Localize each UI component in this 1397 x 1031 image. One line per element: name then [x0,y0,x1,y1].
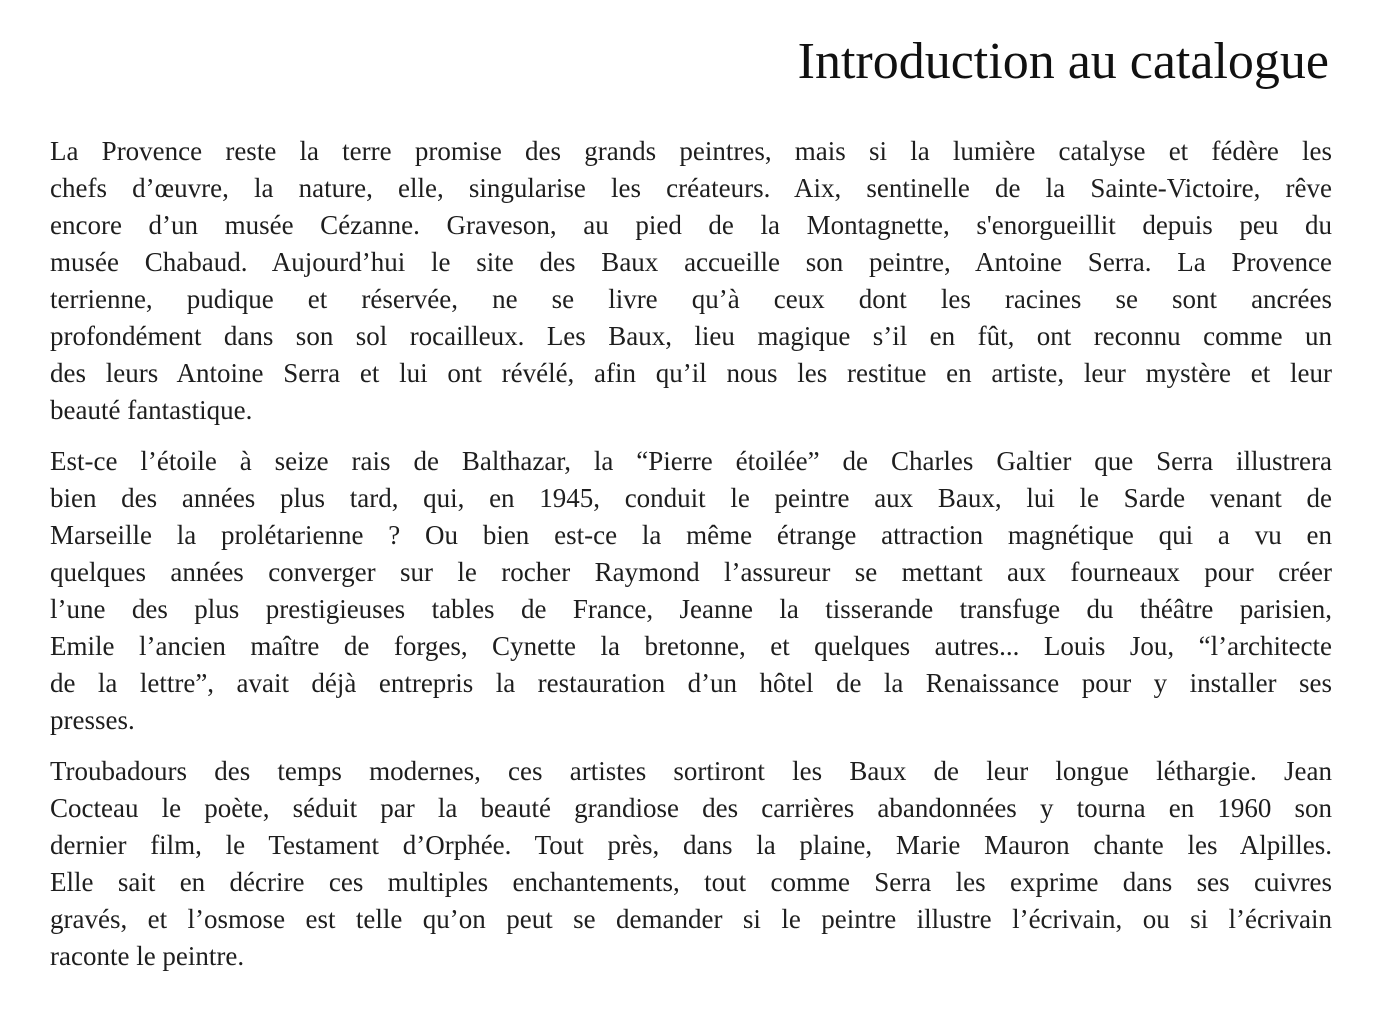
paragraph-3 [50,753,1332,975]
page-title: Introduction au catalogue [797,33,1329,90]
text-line: terrienne, pudique et réservée, ne se livre qu’à ceux dont les racines se sont ancrées [50,284,1332,314]
text-line: La Provence reste la terre promise des grands peintres, mais si la lumière catalyse et fédère les [50,136,1332,166]
text-line: beauté fantastique. [50,395,253,425]
text-line: gravés, et l’osmose est telle qu’on peut se demander si le peintre illustre l’écrivain, ou si l’écrivain [50,904,1332,934]
text-line: Est-ce l’étoile à seize rais de Balthazar, la “Pierre étoilée” de Charles Galtier que Serra illustrera [50,446,1332,476]
text-line: Cocteau le poète, séduit par la beauté grandiose des carrières abandonnées y tourna en 1960 son [50,793,1332,823]
text-line: quelques années converger sur le rocher Raymond l’assureur se mettant aux fourneaux pour créer [50,557,1332,587]
text-line: de la lettre”, avait déjà entrepris la restauration d’un hôtel de la Renaissance pour y installer ses [50,668,1332,698]
text-line: Troubadours des temps modernes, ces artistes sortiront les Baux de leur longue léthargie. Jean [50,756,1332,786]
text-line: bien des années plus tard, qui, en 1945, conduit le peintre aux Baux, lui le Sarde venant de [50,483,1332,513]
text-line: dernier film, le Testament d’Orphée. Tout près, dans la plaine, Marie Mauron chante les Alpilles. [50,830,1332,860]
paragraph-2 [50,443,1332,739]
text-line: Elle sait en décrire ces multiples enchantements, tout comme Serra les exprime dans ses cuivres [50,867,1332,897]
text-line: raconte le peintre. [50,941,245,971]
text-line: profondément dans son sol rocailleux. Les Baux, lieu magique s’il en fût, ont reconnu comme un [50,321,1332,351]
text-line: musée Chabaud. Aujourd’hui le site des Baux accueille son peintre, Antoine Serra. La Provence [50,247,1332,277]
text-line: encore d’un musée Cézanne. Graveson, au pied de la Montagnette, s'enorgueillit depuis peu du [50,210,1332,240]
text-line: chefs d’œuvre, la nature, elle, singularise les créateurs. Aix, sentinelle de la Sainte-Victoire, rêve [50,173,1332,203]
paragraph-1 [50,133,1332,429]
text-line: Emile l’ancien maître de forges, Cynette la bretonne, et quelques autres... Louis Jou, “l’architecte [50,631,1332,661]
body-text [50,133,1332,975]
text-line: l’une des plus prestigieuses tables de France, Jeanne la tisserande transfuge du théâtre parisien, [50,594,1332,624]
text-line: des leurs Antoine Serra et lui ont révélé, afin qu’il nous les restitue en artiste, leur mystère et leur [50,358,1332,388]
text-line: presses. [50,705,135,735]
text-line: Marseille la prolétarienne ? Ou bien est-ce la même étrange attraction magnétique qui a vu en [50,520,1332,550]
